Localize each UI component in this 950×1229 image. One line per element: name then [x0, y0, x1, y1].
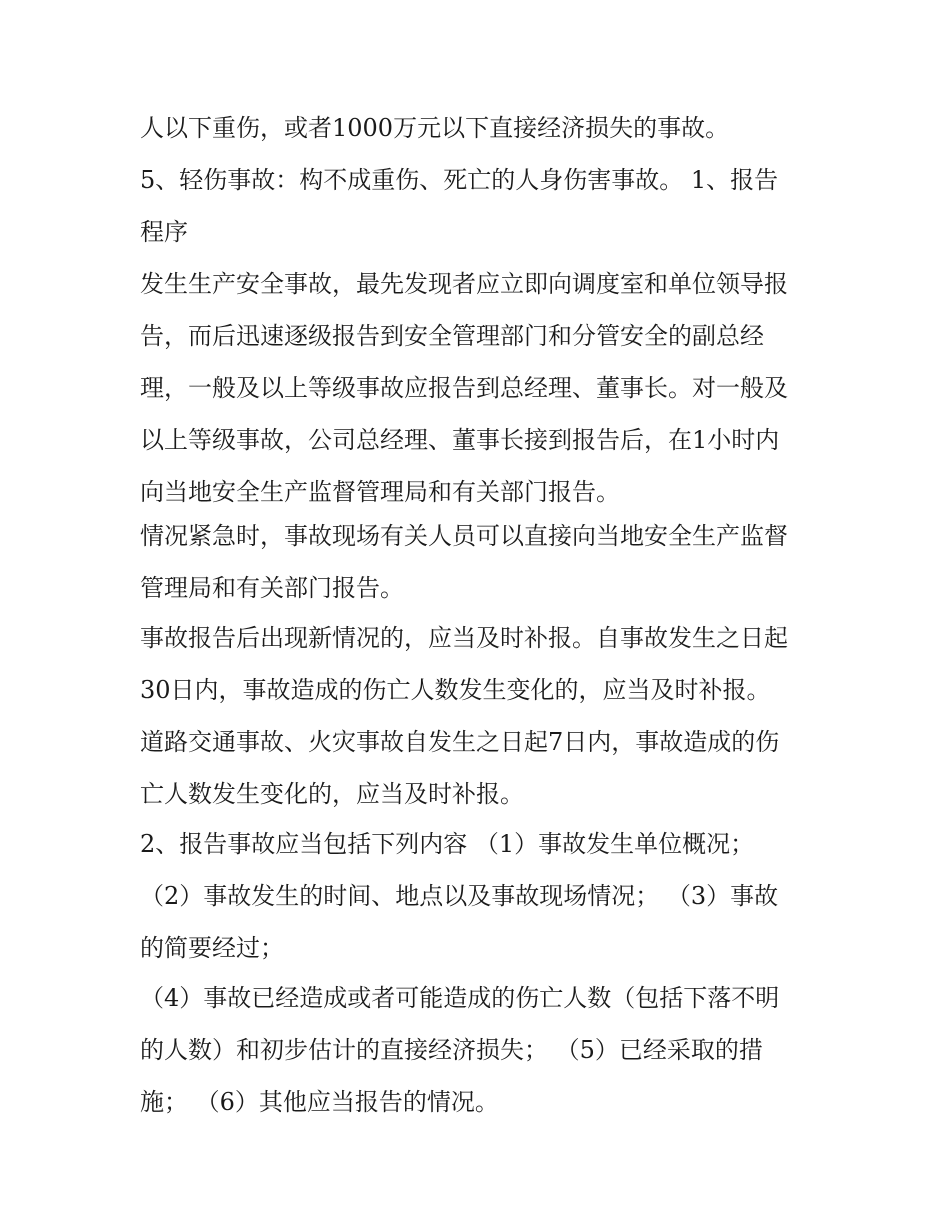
text-line: 情况紧急时，事故现场有关人员可以直接向当地安全生产监督 [140, 522, 788, 550]
text-line: 道路交通事故、火灾事故自发生之日起7日内，事故造成的伤 [140, 728, 780, 756]
text-line: （2）事故发生的时间、地点以及事故现场情况； （3）事故 [140, 882, 779, 910]
text-line: 以上等级事故，公司总经理、董事长接到报告后，在1小时内 [140, 426, 780, 454]
text-line: 发生生产安全事故，最先发现者应立即向调度室和单位领导报 [140, 270, 788, 298]
text-line: 管理局和有关部门报告。 [140, 574, 404, 602]
text-line: 施； （6）其他应当报告的情况。 [140, 1088, 499, 1116]
text-line: 向当地安全生产监督管理局和有关部门报告。 [140, 478, 620, 506]
text-line: 事故报告后出现新情况的，应当及时补报。自事故发生之日起 [140, 624, 788, 652]
text-line: 亡人数发生变化的，应当及时补报。 [140, 780, 524, 808]
text-line: 的简要经过； [140, 934, 284, 962]
text-line: 告，而后迅速逐级报告到安全管理部门和分管安全的副总经 [140, 322, 764, 350]
text-line: 30日内，事故造成的伤亡人数发生变化的，应当及时补报。 [140, 676, 771, 704]
text-line: 程序 [140, 218, 188, 246]
text-line: 理，一般及以上等级事故应报告到总经理、董事长。对一般及 [140, 374, 788, 402]
text-line: 人以下重伤，或者1000万元以下直接经济损失的事故。 [140, 114, 730, 142]
text-line: （4）事故已经造成或者可能造成的伤亡人数（包括下落不明 [140, 984, 780, 1012]
text-line: 5、轻伤事故：构不成重伤、死亡的人身伤害事故。 1、报告 [140, 166, 779, 194]
text-line: 的人数）和初步估计的直接经济损失； （5）已经采取的措 [140, 1036, 763, 1064]
text-line: 2、报告事故应当包括下列内容 （1）事故发生单位概况； [140, 830, 755, 858]
